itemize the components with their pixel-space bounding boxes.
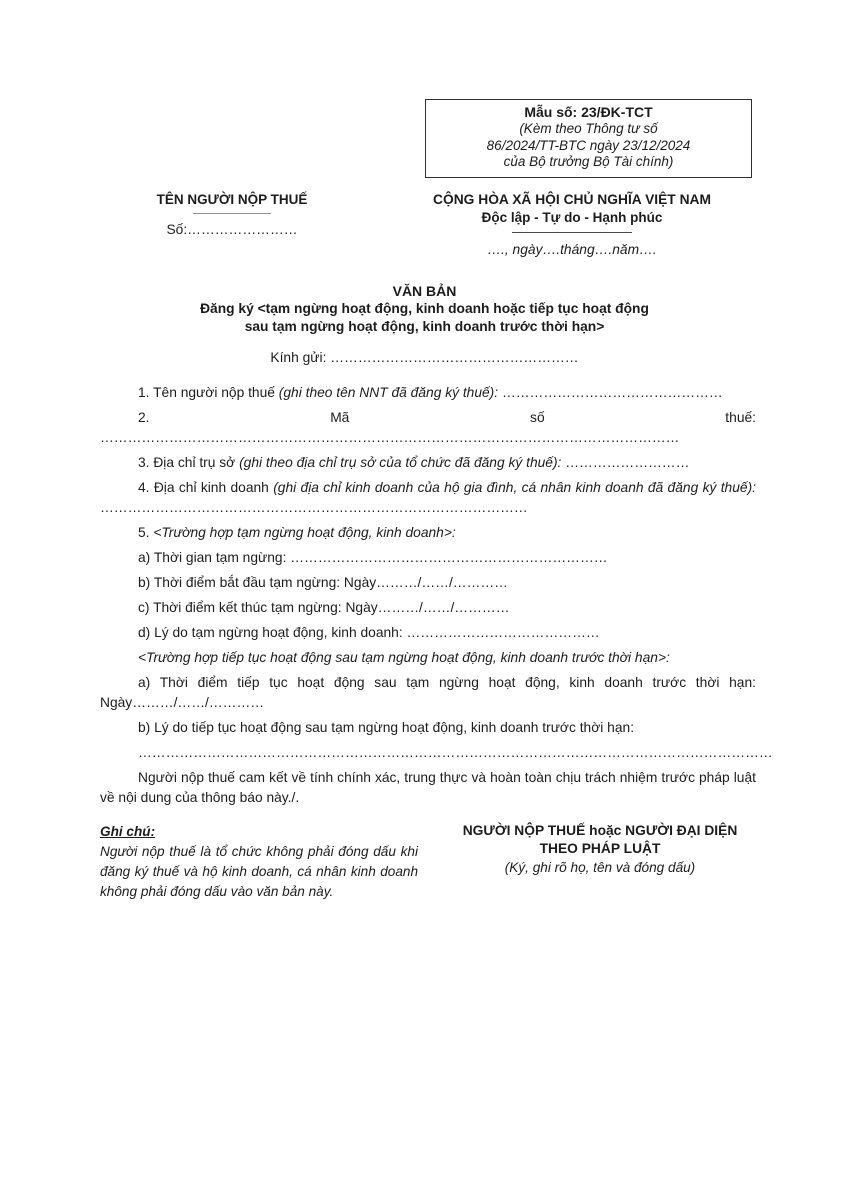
section-resume-heading: <Trường hợp tiếp tục hoạt động sau tạm ngừng hoạt động, kinh doanh trước thời hạn>:: [138, 650, 670, 665]
document-number-line: Số:……………………: [166, 221, 298, 237]
document-title-block: [0, 283, 849, 336]
signer-title-line1: NGƯỜI NỘP THUẾ hoặc NGƯỜI ĐẠI DIỆN: [462, 823, 738, 838]
document-header: [0, 191, 849, 257]
field-head-office-note: (ghi theo địa chỉ trụ sở của tổ chức đã đăng ký thuế):: [239, 455, 562, 470]
document-subject-line2: sau tạm ngừng hoạt động, kinh doanh trước thời hạn>: [244, 318, 605, 334]
signer-title-line2: THEO PHÁP LUẬT: [539, 840, 661, 856]
form-number: Mẫu số: 23/ĐK-TCT: [524, 104, 653, 120]
taxpayer-heading-rule: [193, 213, 271, 214]
commitment-paragraph: Người nộp thuế cam kết về tính chính xác, trung thực và hoàn toàn chịu trách nhiệm trước pháp luật về nội dung của thông báo này./.: [100, 770, 756, 805]
field-head-office-blank: ………………………: [561, 455, 690, 470]
national-motto: Độc lập - Tự do - Hạnh phúc: [481, 209, 663, 225]
taxpayer-header-block: [82, 191, 382, 257]
field-business-address: [100, 478, 756, 518]
field-business-address-note: (ghi địa chỉ kinh doanh của hộ gia đình, cá nhân kinh doanh đã đăng ký thuế):: [273, 480, 756, 495]
notes-block: [100, 822, 418, 902]
dotted-fill-line: …………………………………………………………………………………………………………………………: [138, 745, 773, 760]
field-suspension-end-date: c) Thời điểm kết thúc tạm ngừng: Ngày………/……/…………: [138, 600, 510, 615]
form-number-box: [425, 99, 752, 178]
form-reference-line1: (Kèm theo Thông tư số: [519, 121, 658, 136]
field-taxpayer-name-label: 1. Tên người nộp thuế: [138, 385, 279, 400]
form-reference-line2: 86/2024/TT-BTC ngày 23/12/2024: [486, 137, 691, 153]
document-footer: [100, 822, 755, 902]
section-suspension-number: 5.: [138, 525, 154, 540]
document-type-title: VĂN BẢN: [392, 282, 457, 299]
motto-rule: [512, 232, 632, 233]
national-header-block: [387, 191, 757, 257]
field-suspension-start-date: b) Thời điểm bắt đầu tạm ngừng: Ngày………/……/…………: [138, 575, 508, 590]
notes-text: Người nộp thuế là tổ chức không phải đóng dấu khi đăng ký thuế và hộ kinh doanh, cá nhân kinh doanh không phải đóng dấu vào văn bản này.: [100, 844, 418, 899]
salutation-line: Kính gửi: ………………………………………………: [270, 350, 579, 365]
section-suspension-heading: [100, 523, 756, 543]
document-subject-line1: Đăng ký <tạm ngừng hoạt động, kinh doanh hoặc tiếp tục hoạt động: [200, 301, 649, 316]
signature-instruction: (Ký, ghi rõ họ, tên và đóng dấu): [504, 860, 696, 875]
field-head-office-label: 3. Địa chỉ trụ sở: [138, 455, 240, 470]
document-body: [100, 383, 773, 808]
signature-block: [445, 822, 755, 876]
field-tax-code: 2. Mã số thuế: ………………………………………………………………………………………………………………: [100, 410, 756, 445]
field-suspension-duration: a) Thời gian tạm ngừng: ……………………………………………………………: [138, 550, 608, 565]
national-title: CỘNG HÒA XÃ HỘI CHỦ NGHĨA VIỆT NAM: [433, 191, 711, 207]
field-taxpayer-name: [100, 383, 756, 403]
field-taxpayer-name-blank: …………………………………………: [498, 385, 723, 400]
field-taxpayer-name-note: (ghi theo tên NNT đã đăng ký thuế):: [278, 385, 499, 400]
notes-title: Ghi chú:: [100, 824, 156, 839]
taxpayer-name-heading: TÊN NGƯỜI NỘP THUẾ: [156, 191, 308, 207]
field-business-address-label: 4. Địa chỉ kinh doanh: [138, 480, 274, 495]
field-business-address-blank: …………………………………………………………………………………: [100, 500, 528, 515]
section-suspension-title: <Trường hợp tạm ngừng hoạt động, kinh doanh>:: [153, 525, 456, 540]
field-suspension-reason: d) Lý do tạm ngừng hoạt động, kinh doanh: ……………………………………: [138, 625, 600, 640]
date-place-line: …., ngày….tháng….năm….: [487, 241, 657, 257]
field-resume-reason: b) Lý do tiếp tục hoạt động sau tạm ngừng hoạt động, kinh doanh trước thời hạn:: [138, 720, 635, 735]
field-head-office-address: [100, 453, 756, 473]
field-resume-date: a) Thời điểm tiếp tục hoạt động sau tạm ngừng hoạt động, kinh doanh trước thời hạn: Ngày………/……/…………: [100, 675, 756, 710]
form-reference-line3: của Bộ trưởng Bộ Tài chính): [503, 154, 674, 169]
